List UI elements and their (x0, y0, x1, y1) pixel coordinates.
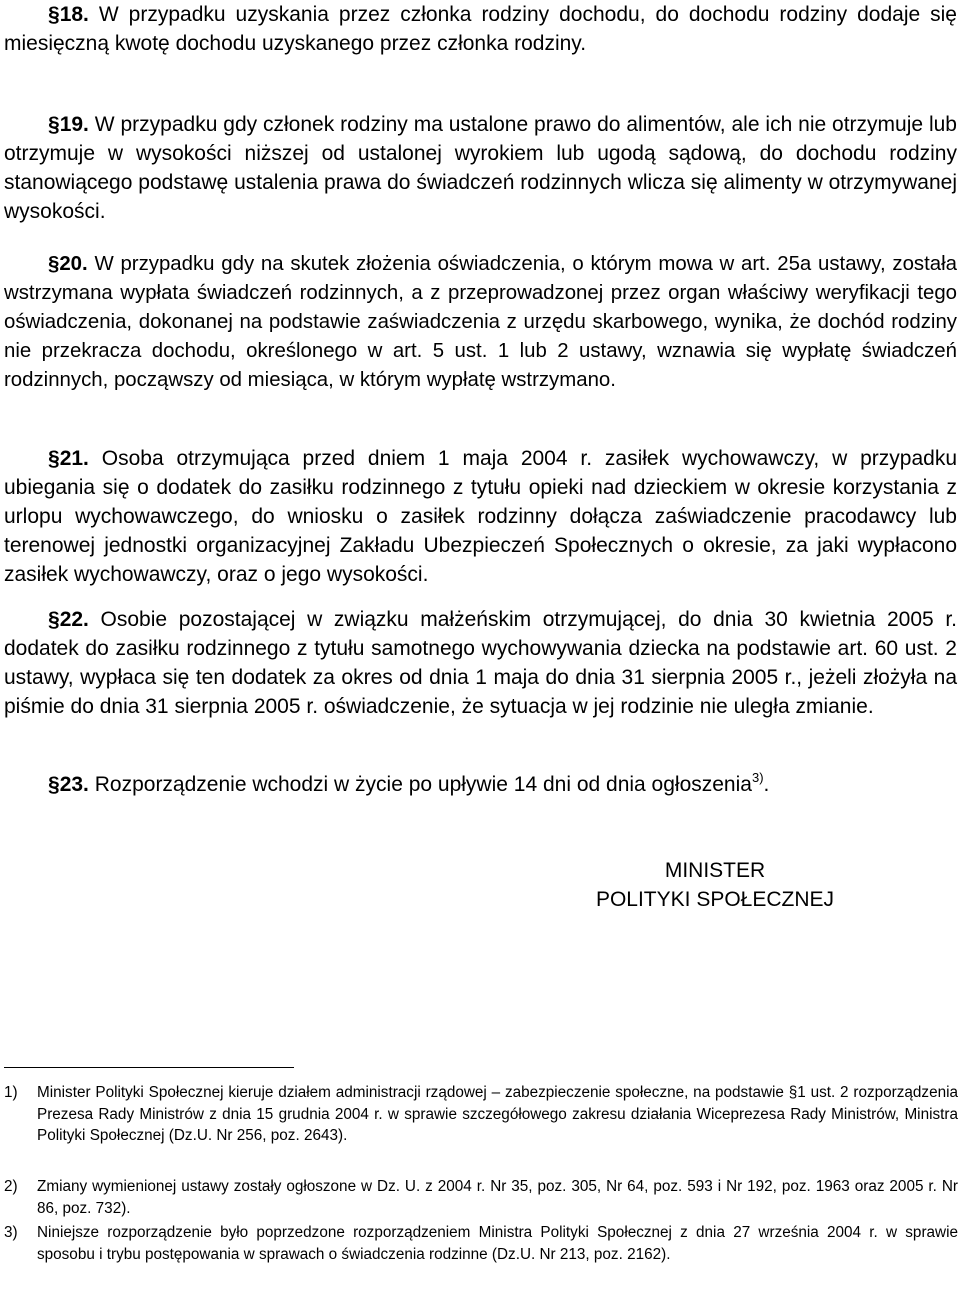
paragraph-21-text: Osoba otrzymująca przed dniem 1 maja 2004 r. zasiłek wychowawczy, w przypadku ubiegania się o dodatek do zasiłku rodzinnego z tytułu opieki nad dzieckiem w okresie korzystania z urlopu wychowawczego, do wniosku o zasiłek rodzinny dołącza zaświadczenie pracodawcy lub terenowej jednostki organizacyjnej Zakładu Ubezpieczeń Społecznych o okresie, za jaki wypłacono zasiłek wychowawczy, oraz o jego wysokości. (4, 447, 957, 586)
paragraph-23-end: . (763, 773, 770, 796)
section-sign: § (48, 253, 60, 275)
paragraph-number (48, 773, 89, 796)
footnote-label: 1) (4, 1084, 18, 1101)
paragraph-19 (4, 110, 957, 226)
paragraph-21 (4, 444, 957, 589)
paragraph-23-text: Rozporządzenie wchodzi w życie po upływie 14 dni od dnia ogłoszenia (94, 773, 752, 796)
section-sign: § (48, 3, 60, 26)
footnote-text: Zmiany wymienionej ustawy zostały ogłoszone w Dz. U. z 2004 r. Nr 35, poz. 305, Nr 64, poz. 593 i Nr 192, poz. 1963 oraz 2005 r. Nr 86, poz. 732). (37, 1178, 958, 1217)
footnote-text: Minister Polityki Społecznej kieruje działem administracji rządowej – zabezpieczenie społeczne, na podstawie §1 ust. 2 rozporządzenia Prezesa Rady Ministrów z dnia 15 grudnia 2004 r. w sprawie szczegółowego zakresu działania Wiceprezesa Rady Ministrów, Ministra Polityki Społecznej (Dz.U. Nr 256, poz. 2643). (37, 1084, 958, 1144)
footnote-1 (4, 1082, 958, 1147)
paragraph-18-number: 18. (59, 3, 89, 26)
paragraph-22-text: Osobie pozostającej w związku małżeńskim otrzymującej, do dnia 30 kwietnia 2005 r. dodatek do zasiłku rodzinnego z tytułu samotnego wychowywania dziecka na podstawie art. 60 ust. 2 ustawy, wypłaca się ten dodatek za okres od dnia 1 maja do dnia 31 sierpnia 2005 r., jeżeli złożyła na piśmie do dnia 31 sierpnia 2005 r. oświadczenie, że sytuacja w jej rodzinie nie uległa zmianie. (4, 608, 958, 718)
paragraph-23 (4, 770, 957, 799)
footnote-label: 2) (4, 1178, 18, 1195)
signature-title: MINISTER (664, 859, 766, 882)
paragraph-22-number: 22. (59, 608, 89, 631)
paragraph-20 (4, 250, 957, 395)
paragraph-21-number: 21. (59, 447, 89, 470)
footnote-3 (4, 1222, 958, 1265)
paragraph-20-number: 20. (59, 253, 88, 275)
footnote-reference: 3) (751, 770, 764, 785)
signature-block (560, 856, 870, 914)
paragraph-19-number: 19. (59, 113, 89, 136)
paragraph-23-number: 23. (59, 773, 89, 796)
footnote-2 (4, 1176, 958, 1219)
section-sign: § (48, 773, 60, 796)
paragraph-number (48, 113, 89, 136)
section-sign: § (48, 447, 60, 470)
section-sign: § (48, 113, 60, 136)
paragraph-22 (4, 605, 957, 721)
paragraph-19-text: W przypadku gdy członek rodziny ma ustalone prawo do alimentów, ale ich nie otrzymuje lub otrzymuje w wysokości niższej od ustalonej wyrokiem lub ugodą sądową, do dochodu rodziny stanowiącego podstawę ustalenia prawa do świadczeń rodzinnych wlicza się alimenty w otrzymywanej wysokości. (4, 113, 957, 223)
footnote-divider (4, 1067, 294, 1068)
footnote-text: Niniejsze rozporządzenie było poprzedzone rozporządzeniem Ministra Polityki Społecznej z dnia 27 września 2004 r. w sprawie sposobu i trybu postępowania w sprawach o świadczenia rodzinne (Dz.U. Nr 213, poz. 2162). (37, 1224, 958, 1263)
paragraph-18-text: W przypadku uzyskania przez członka rodziny dochodu, do dochodu rodziny dodaje się miesięczną kwotę dochodu uzyskanego przez członka rodziny. (4, 3, 957, 55)
paragraph-18 (4, 0, 957, 58)
paragraph-number (48, 3, 89, 26)
paragraph-number (48, 447, 89, 470)
paragraph-number (48, 608, 89, 631)
section-sign: § (48, 608, 60, 631)
signature-ministry: POLITYKI SPOŁECZNEJ (595, 888, 835, 911)
footnote-label: 3) (4, 1224, 18, 1241)
paragraph-number (48, 253, 88, 275)
paragraph-20-text: W przypadku gdy na skutek złożenia oświadczenia, o którym mowa w art. 25a ustawy, została wstrzymana wypłata świadczeń rodzinnych, a z przeprowadzonej przez organ właściwy weryfikacji tego oświadczenia, dokonanej na podstawie zaświadczenia z urzędu skarbowego, wynika, że dochód rodziny nie przekracza dochodu, określonego w art. 5 ust. 1 lub 2 ustawy, wznawia się wypłatę świadczeń rodzinnych, począwszy od miesiąca, w którym wypłatę wstrzymano. (4, 253, 957, 391)
